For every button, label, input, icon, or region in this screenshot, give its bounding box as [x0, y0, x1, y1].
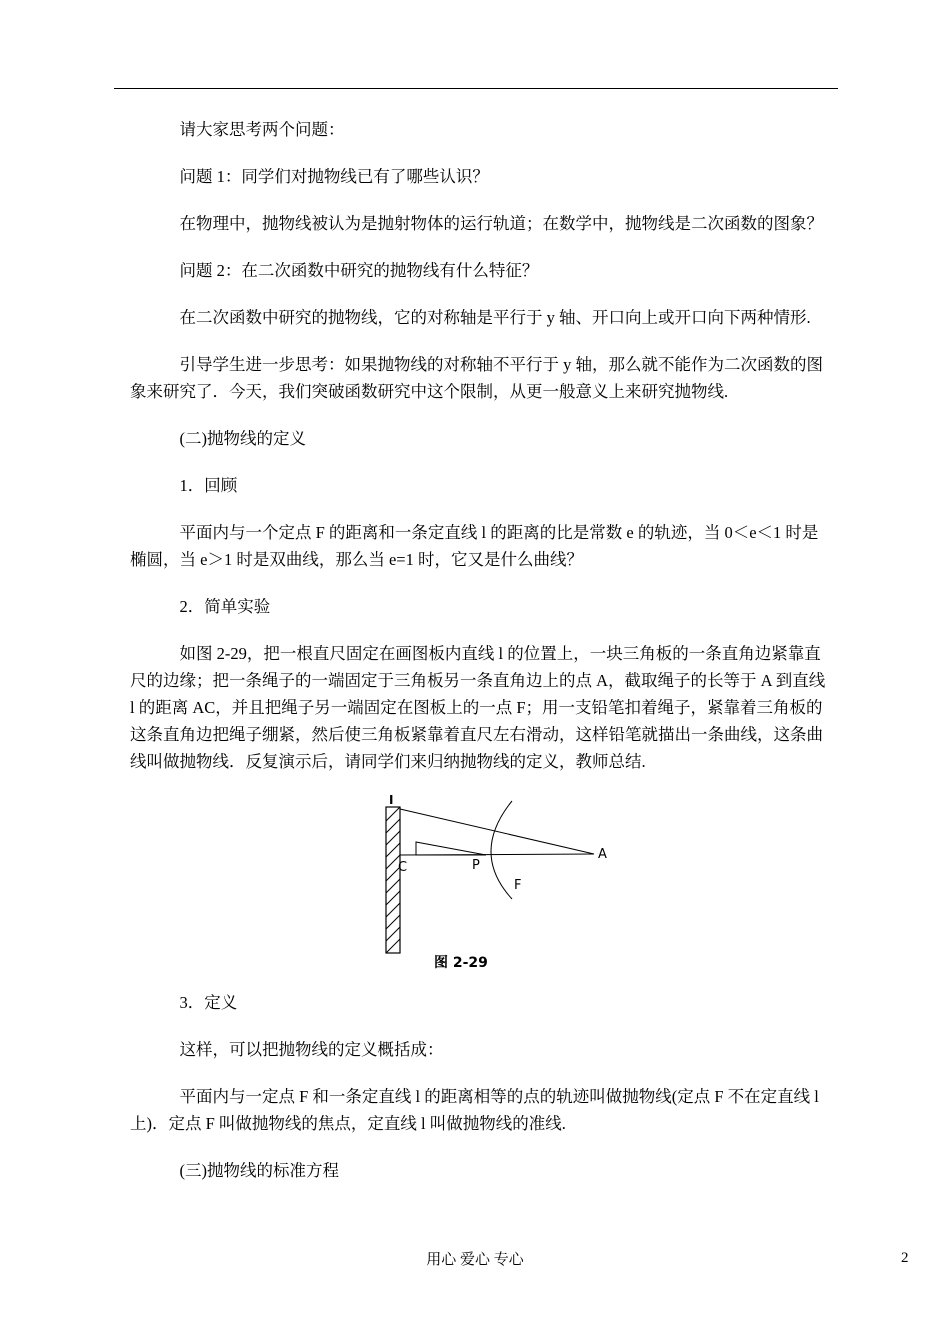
figure-2-29: [378, 795, 648, 971]
paragraph: 平面内与一个定点 F 的距离和一条定直线 l 的距离的比是常数 e 的轨迹，当 0＜e＜1 时是椭圆，当 e＞1 时是双曲线，那么当 e=1 时，它又是什么曲线？: [130, 523, 819, 569]
subsection-heading: 1．回顾: [179, 476, 238, 495]
page-number: 2: [901, 1250, 909, 1266]
label-point-f: F: [514, 878, 522, 893]
triangle-board: [416, 842, 486, 855]
parabola-curve: [491, 801, 512, 899]
subsection-heading: 3．定义: [179, 993, 238, 1012]
document-body: [130, 116, 830, 1204]
label-point-c: C: [398, 860, 408, 875]
section-heading: (三)抛物线的标准方程: [179, 1161, 339, 1180]
paragraph: 引导学生进一步思考：如果抛物线的对称轴不平行于 y 轴，那么就不能作为二次函数的图象来研究了．今天，我们突破函数研究中这个限制，从更一般意义上来研究抛物线.: [130, 355, 823, 401]
ruler-bar: [386, 807, 400, 953]
label-point-p: P: [472, 858, 480, 873]
ruler-hatching: [386, 807, 400, 953]
paragraph: 在物理中，抛物线被认为是抛射物体的运行轨道；在数学中，抛物线是二次函数的图象？: [179, 214, 823, 233]
paragraph: 这样，可以把抛物线的定义概括成：: [179, 1040, 444, 1059]
paragraph: 请大家思考两个问题：: [179, 120, 345, 139]
paragraph: 问题 2：在二次函数中研究的抛物线有什么特征？: [179, 261, 539, 280]
label-directrix-l: l: [389, 795, 394, 808]
subsection-heading: 2．简单实验: [179, 597, 271, 616]
paragraph: 如图 2-29，把一根直尺固定在画图板内直线 l 的位置上，一块三角板的一条直角边紧靠直尺的边缘；把一条绳子的一端固定于三角板另一条直角边上的点 A，截取绳子的长等于 A 到直线 l 的距离 AC，并且把绳子另一端固定在图板上的一点 F；用一支铅笔扣着绳子，紧靠着三角板的这条直角边把绳子绷紧，然后使三角板紧靠着直尺左右滑动，这样铅笔就描出一条曲线，这条曲线叫做抛物线．反复演示后，请同学们来归纳抛物线的定义，教师总结.: [130, 644, 826, 771]
section-heading: (二)抛物线的定义: [179, 429, 306, 448]
label-point-a: A: [598, 847, 607, 862]
paragraph: 问题 1：同学们对抛物线已有了哪些认识？: [179, 167, 489, 186]
string-line: [400, 809, 594, 854]
parabola-construction-diagram: [378, 795, 648, 971]
paragraph: 平面内与一定点 F 和一条定直线 l 的距离相等的点的轨迹叫做抛物线(定点 F 不在定直线 l 上)．定点 F 叫做抛物线的焦点，定直线 l 叫做抛物线的准线.: [130, 1087, 819, 1133]
figure-caption: 图 2-29: [434, 955, 488, 971]
paragraph: 在二次函数中研究的抛物线，它的对称轴是平行于 y 轴、开口向上或开口向下两种情形.: [179, 308, 811, 327]
footer-motto: 用心 爱心 专心: [426, 1252, 524, 1268]
header-rule: [114, 88, 838, 89]
